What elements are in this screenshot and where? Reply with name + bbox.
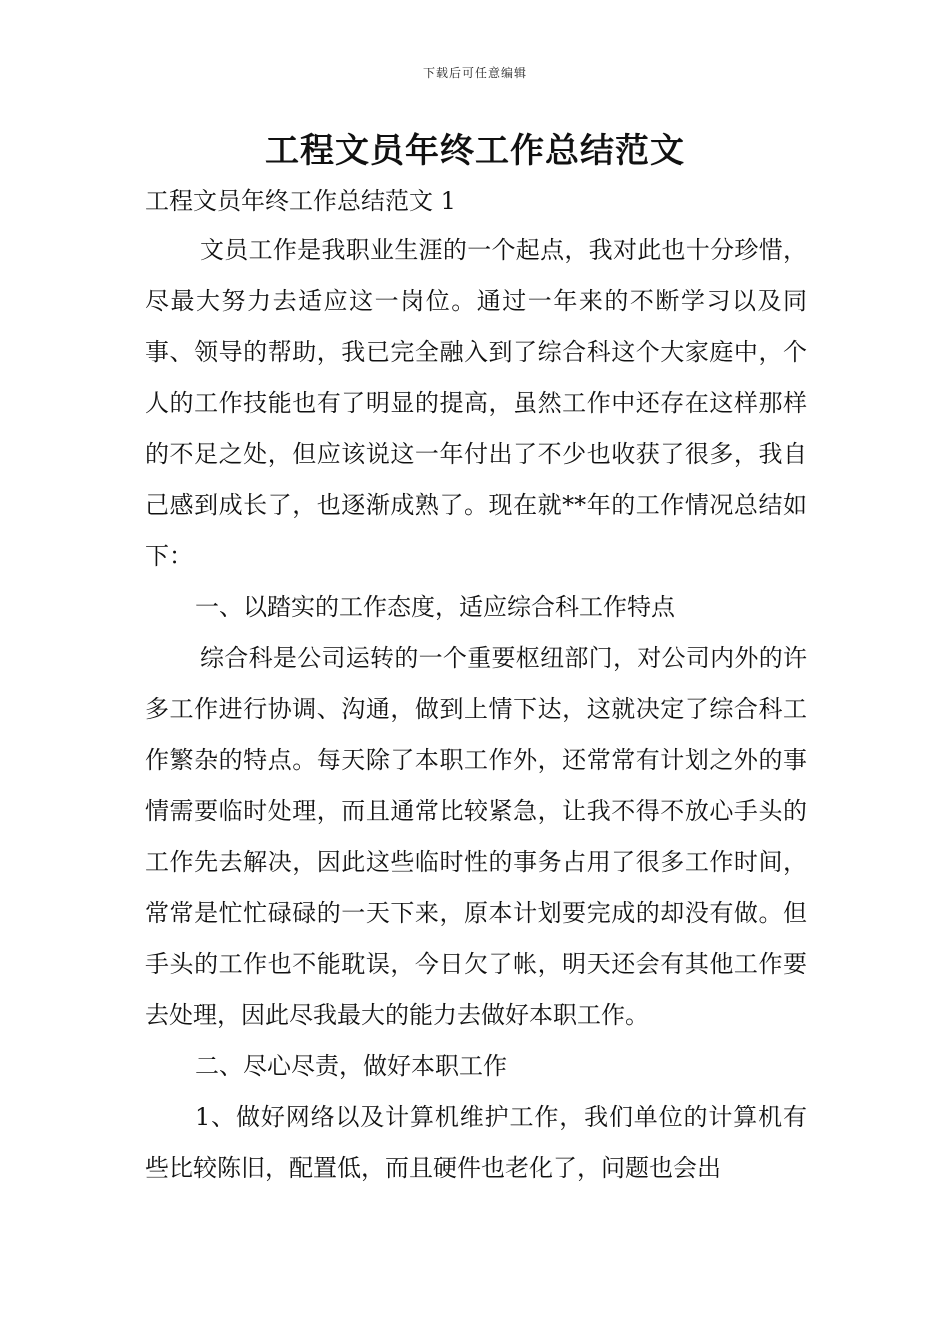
document-title: 工程文员年终工作总结范文 (265, 131, 685, 171)
document-subtitle: 工程文员年终工作总结范文 1 (145, 187, 456, 215)
section-heading-1: 一、以踏实的工作态度，适应综合科工作特点 (195, 593, 675, 621)
paragraph-section-1: 综合科是公司运转的一个重要枢纽部门，对公司内外的许多工作进行协调、沟通，做到上情下达，这就决定了综合科工作繁杂的特点。每天除了本职工作外，还常常有计划之外的事情需要临时处理，而且通常比较紧急，让我不得不放心手头的工作先去解决，因此这些临时性的事务占用了很多工作时间，常常是忙忙碌碌的一天下来，原本计划要完成的却没有做。但手头的工作也不能耽误，今日欠了帐，明天还会有其他工作要去处理，因此尽我最大的能力去做好本职工作。 (145, 644, 807, 1029)
paragraph-intro: 文员工作是我职业生涯的一个起点，我对此也十分珍惜，尽最大努力去适应这一岗位。通过一年来的不断学习以及同事、领导的帮助，我已完全融入到了综合科这个大家庭中，个人的工作技能也有了明显的提高，虽然工作中还存在这样那样的不足之处，但应该说这一年付出了不少也收获了很多，我自己感到成长了，也逐渐成熟了。现在就**年的工作情况总结如下： (145, 236, 807, 570)
page-header: 下载后可任意编辑 (422, 66, 527, 80)
section-heading-2: 二、尽心尽责，做好本职工作 (195, 1052, 507, 1080)
paragraph-item-1: 1、做好网络以及计算机维护工作，我们单位的计算机有些比较陈旧，配置低，而且硬件也老化了，问题也会出 (145, 1103, 807, 1182)
document-body (145, 225, 807, 1194)
